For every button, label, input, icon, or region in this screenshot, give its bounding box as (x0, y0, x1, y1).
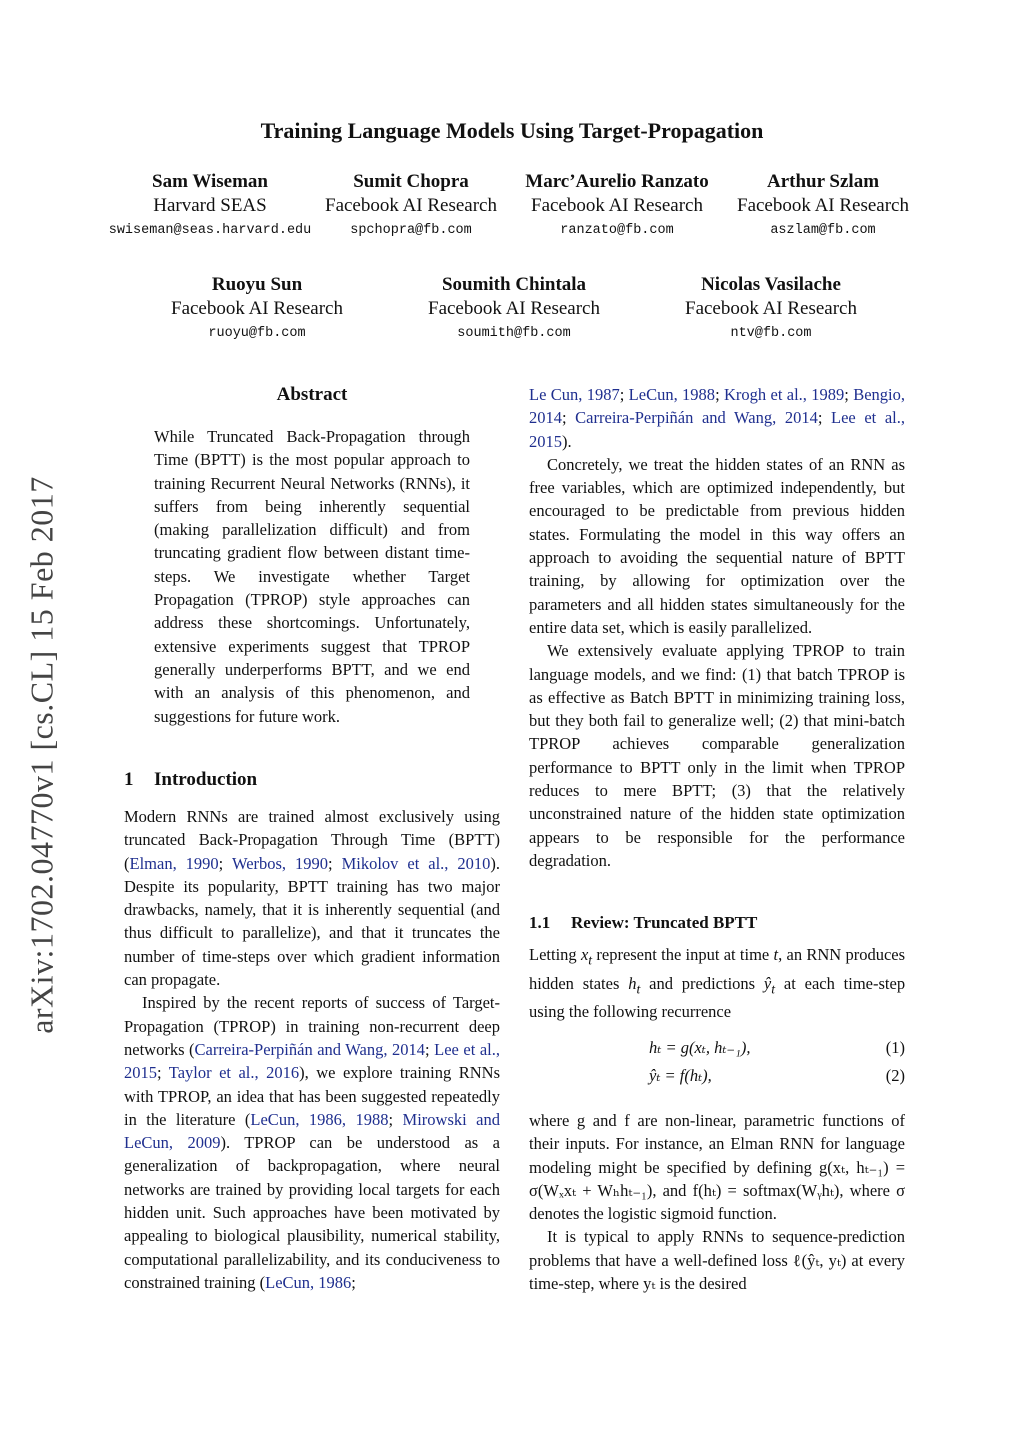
citation-link[interactable]: Le Cun, 1987 (529, 385, 620, 404)
section-title: Introduction (154, 769, 258, 790)
equation-body: hₜ = g(xₜ, hₜ₋₁), (649, 1038, 751, 1057)
author-name: Nicolas Vasilache (701, 274, 841, 295)
author-email[interactable]: swiseman@seas.harvard.edu (108, 223, 312, 238)
author-email[interactable]: ranzato@fb.com (560, 223, 674, 238)
citation-link[interactable]: Lee et al., 2015 (124, 1039, 501, 1083)
citation-link[interactable]: Werbos, 1990 (231, 853, 329, 873)
subsection-number: 1.1 (529, 913, 551, 932)
citation-link[interactable]: Mikolov et al., 2010 (341, 853, 491, 873)
citation-link[interactable]: Carreira-Perpiñán and Wang, 2014 (194, 1039, 426, 1059)
section-number: 1 (124, 769, 134, 790)
author-affiliation: Facebook AI Research (737, 195, 909, 216)
subsection-body (529, 943, 905, 1023)
text-run: Inspired by the recent reports of success of Target-Propagation (TPROP) in training non-recurrent deep networks ( (124, 993, 500, 1059)
subsection-body-continued (529, 1109, 905, 1295)
author-email[interactable]: spchopra@fb.com (350, 223, 472, 238)
citation-link[interactable]: Mirowski and LeCun, 2009 (124, 1109, 500, 1153)
intro-body-continued (529, 383, 905, 872)
paragraph: Inspired by the recent reports of success of Target-Propagation (TPROP) in training non-recurrent deep networks (Carreira-Perpiñán and Wang, 2014; Lee et al., 2015; Taylor et al., 2016), we explore training RNNs with TPROP, an idea that has been suggested repeatedly in the literature (LeCun, 1986, 1988; Mirowski and LeCun, 2009). TPROP can be understood as a generalization of backpropagation, where neural networks are trained by providing local targets for each hidden unit. Such approaches have been motivated by appealing to biological plausibility, numerical stability, computational parallelizability, and its conduciveness to constrained training (LeCun, 1986; (124, 993, 501, 1292)
paragraph: Modern RNNs are trained almost exclusively using truncated Back-Propagation Through Time (BPTT) (Elman, 1990; Werbos, 1990; Mikolov et al., 2010). Despite its popularity, BPTT training has two major drawbacks, namely, that it is inherently sequential (and thus difficult to parallelize), and that it truncates the number of time-steps over which gradient information can propagate. (124, 807, 501, 990)
text-run: Letting (529, 945, 577, 964)
paragraph: where g and f are non-linear, parametric functions of their inputs. For instance, an Elman RNN for language modeling might be specified by defining g(xₜ, hₜ₋₁) = σ(Wₓxₜ + Wₕhₜ₋₁), and f(hₜ) = softmax(Wᵧhₜ), where σ denotes the logistic sigmoid function. (529, 1111, 905, 1224)
citation-link[interactable]: Elman, 1990 (129, 853, 219, 873)
citation-link[interactable]: LeCun, 1986, 1988 (250, 1109, 389, 1129)
author-block (150, 273, 364, 347)
paragraph: Concretely, we treat the hidden states of an RNN as free variables, which are optimized independently, but encouraged to be predictable from previous hidden states. Formulating the model in this way offers an approach to avoiding the sequential nature of BPTT training, by allowing for optimization over the parameters and all hidden states simultaneously for the entire data set, which is easily parallelized. (529, 454, 905, 637)
paragraph: Letting $x_t$ represent the input at time t, an RNN produces hidden states $h_t$ and predictions $ŷ_t$ at each time-step using the following recurrence (529, 945, 906, 1022)
abstract-text: While Truncated Back-Propagation through Time (BPTT) is the most popular approach to training Recurrent Neural Networks (RNNs), it suffers from being inherently sequential (making parallelization difficult) and from truncating gradient flow between distant time-steps. We investigate whether Target Propagation (TPROP) style approaches can address these shortcomings. Unfortunately, extensive experiments suggest that TPROP generally underperforms BPTT, and we end with an analysis of this phenomenon, and suggestions for future work. (154, 427, 470, 726)
author-name: Marc’Aurelio Ranzato (525, 171, 709, 192)
text-run: at each time-step using the following recurrence (529, 973, 906, 1022)
citation-link[interactable]: LeCun, 1986 (265, 1272, 352, 1292)
citation-link[interactable]: Carreira-Perpiñán and Wang, 2014 (575, 408, 818, 428)
paper-title: Training Language Models Using Target-Propagation (260, 118, 764, 143)
author-block (100, 170, 320, 244)
text-run: and predictions (649, 973, 756, 993)
author-name: Ruoyu Sun (211, 274, 303, 295)
author-name: Soumith Chintala (441, 274, 587, 295)
author-block (516, 170, 718, 244)
author-affiliation: Facebook AI Research (685, 298, 857, 319)
author-name: Sumit Chopra (353, 171, 469, 192)
author-affiliation: Facebook AI Research (171, 298, 343, 319)
author-block (407, 273, 621, 347)
text-run: ). TPROP can be understood as a generalization of backpropagation, where neural networks are trained by providing local targets for each hidden unit. Such approaches have been motivated by appealing to biological plausibility, numerical stability, computational parallelizability, and its conduciveness to constrained training ( (124, 1133, 500, 1292)
text-run: ). Despite its popularity, BPTT training has two major drawbacks, namely, that it is inherently sequential (and thus difficult to parallelize), and that it truncates the number of time-steps over which gradient information can propagate. (124, 853, 501, 990)
equation-number: (1) (885, 1038, 905, 1057)
arxiv-sidebar-stamp (22, 455, 62, 1055)
abstract-heading: Abstract (276, 384, 348, 405)
citation-link[interactable]: Krogh et al., 1989 (724, 385, 845, 404)
author-block (664, 273, 878, 347)
author-affiliation: Harvard SEAS (153, 195, 267, 216)
arxiv-id: arXiv:1702.04770v1 [cs.CL] 15 Feb 2017 (23, 476, 60, 1034)
citation-link[interactable]: Taylor et al., 2016 (168, 1063, 300, 1083)
subsection-title: Review: Truncated BPTT (571, 913, 758, 932)
equation (529, 1038, 905, 1062)
equation (529, 1066, 905, 1090)
author-name: Arthur Szlam (766, 171, 880, 192)
paragraph: Le Cun, 1987; LeCun, 1988; Krogh et al., 1989; Bengio, 2014; Carreira-Perpiñán and Wang, 2014; Lee et al., 2015). (529, 385, 905, 451)
intro-body (124, 805, 500, 1294)
section-heading (124, 769, 257, 791)
text-run: ), we explore training RNNs with TPROP, an idea that has been suggested repeatedly in the literature ( (124, 1063, 500, 1129)
author-email[interactable]: ntv@fb.com (730, 326, 812, 341)
paragraph: It is typical to apply RNNs to sequence-prediction problems that have a well-defined loss ℓ(ŷₜ, yₜ) at every time-step, where yₜ is the desired (529, 1227, 905, 1294)
equation-body: ŷₜ = f(hₜ), (649, 1066, 712, 1085)
equation-number: (2) (885, 1066, 905, 1085)
author-email[interactable]: ruoyu@fb.com (208, 326, 306, 341)
text-run: , an RNN produces hidden states (529, 945, 906, 993)
author-block (722, 170, 924, 244)
author-email[interactable]: aszlam@fb.com (770, 223, 876, 238)
author-affiliation: Facebook AI Research (325, 195, 497, 216)
text-run: represent the input at time (596, 945, 770, 964)
citation-link[interactable]: Bengio, 2014 (529, 385, 905, 428)
author-block (310, 170, 512, 244)
citation-link[interactable]: Lee et al., 2015 (529, 408, 905, 451)
author-name: Sam Wiseman (152, 171, 268, 192)
paragraph: We extensively evaluate applying TPROP to train language models, and we find: (1) that batch TPROP is as effective as Batch BPTT in minimizing training loss, but they both fail to generalize well; (2) that mini-batch TPROP achieves comparable generalization performance to BPTT only in the limit when TPROP reduces to mere BPTT; (3) that the relatively unconstrained nature of the hidden state optimization appears to be responsible for the performance degradation. (529, 641, 905, 870)
citation-link[interactable]: LeCun, 1988 (628, 385, 716, 404)
subsection-heading (529, 913, 757, 933)
author-email[interactable]: soumith@fb.com (457, 326, 571, 341)
text-run: Modern RNNs are trained almost exclusively using truncated Back-Propagation Through Time (BPTT) ( (124, 807, 500, 873)
author-affiliation: Facebook AI Research (531, 195, 703, 216)
author-affiliation: Facebook AI Research (428, 298, 600, 319)
